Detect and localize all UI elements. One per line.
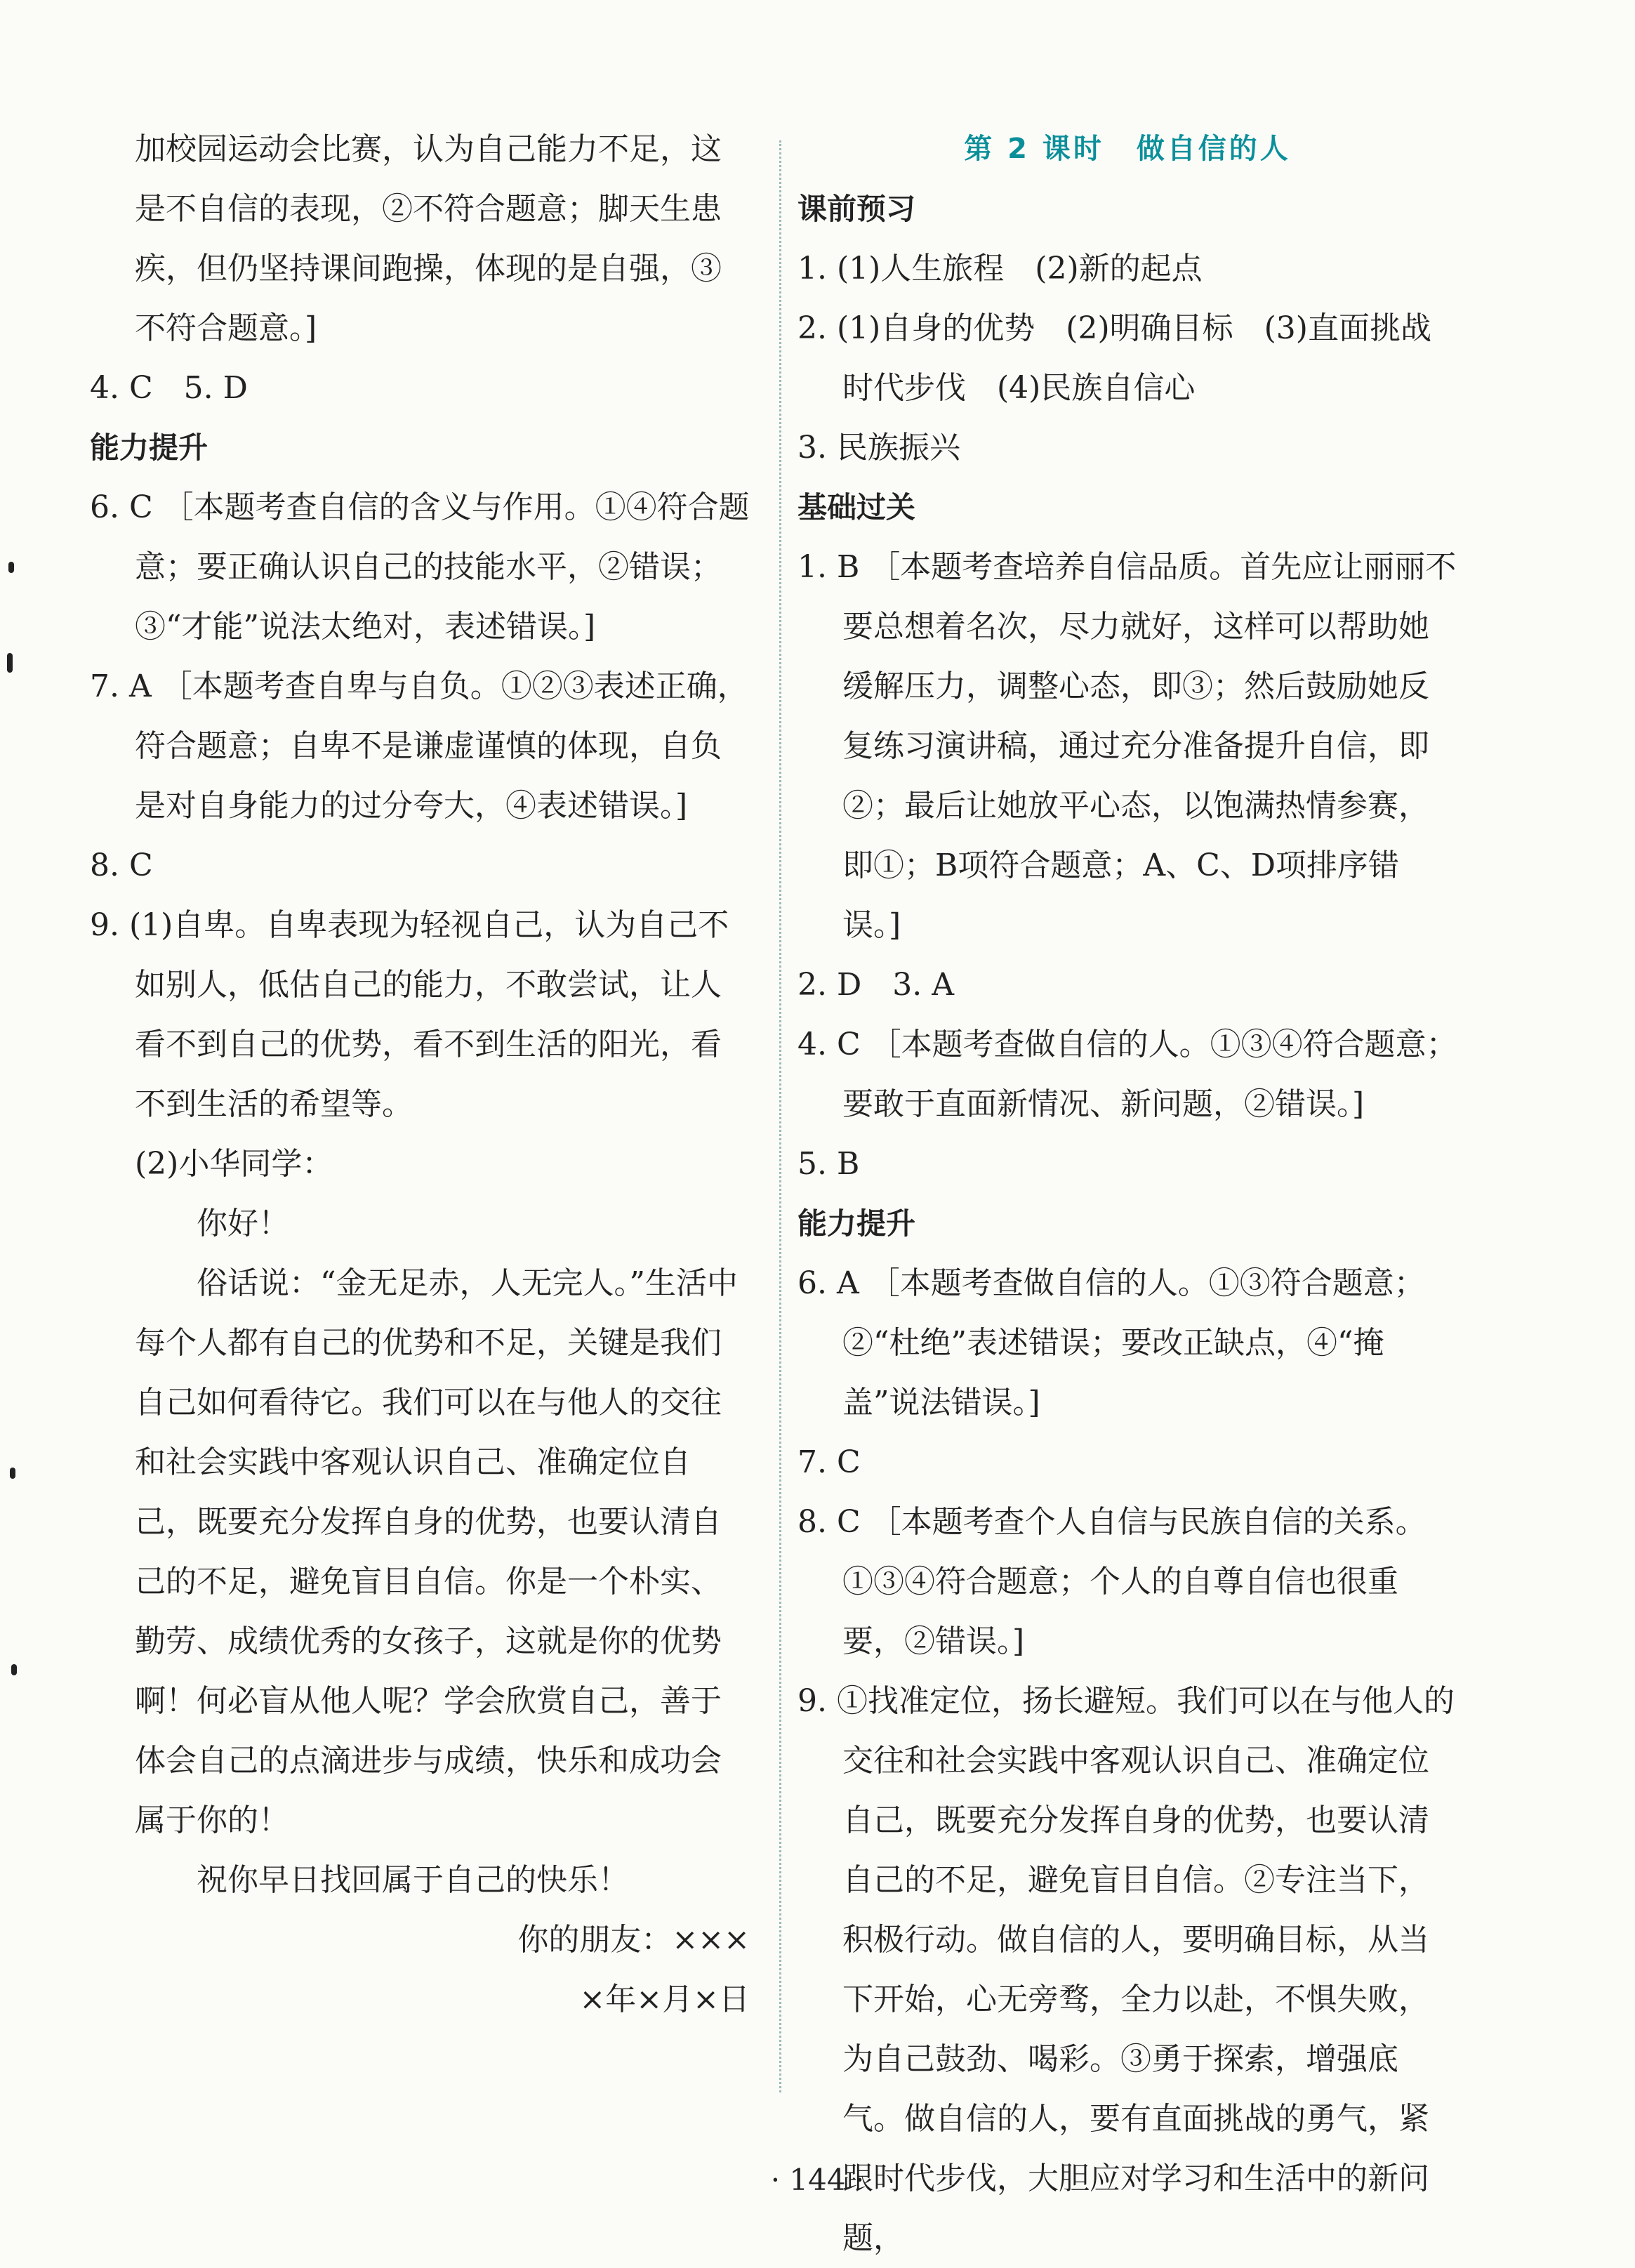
- page-number: · 144 ·: [770, 2163, 865, 2197]
- ability-9: 9. ①找准定位，扬长避短。我们可以在与他人的交往和社会实践中客观认识自己、准确定位自己，既要充分发挥自身的优势，也要认清自己的不足，避免盲目自信。②专注当下，积极行动。做自信的人，要明确目标，从当下开始，心无旁骛，全力以赴，不惧失败，为自己鼓劲、喝彩。③勇于探索，增强底气。做自信的人，要有直面挑战的勇气，紧跟时代步伐，大胆应对学习和生活中的新问题，: [797, 1683, 1455, 2256]
- right-column: [797, 119, 1462, 2268]
- letter-wish: 祝你早日找回属于自己的快乐！: [197, 1862, 629, 1898]
- scan-speck: [7, 653, 13, 673]
- basic-1: 1. B ［本题考查培养自信品质。首先应让丽丽不要总想着名次，尽力就好，这样可以帮助她缓解压力，调整心态，即③；然后鼓励她反复练习演讲稿，通过充分准备提升自信，即②；最后让她放平心态，以饱满热情参赛，即①；B项符合题意；A、C、D项排序错误。]: [797, 549, 1457, 943]
- left-column: [90, 119, 750, 2029]
- answer-4-5: 4. C 5. D: [90, 370, 248, 406]
- basic-4: 4. C ［本题考查做自信的人。①③④符合题意；要敢于直面新情况、新问题，②错误。]: [797, 1027, 1457, 1122]
- answer-7: 7. A ［本题考查自卑与自负。①②③表述正确，符合题意；自卑不是谦虚谨慎的体现，自负是对自身能力的过分夸大，④表述错误。]: [90, 668, 748, 824]
- continuation-text: 加校园运动会比赛，认为自己能力不足，这是不自信的表现，②不符合题意；脚天生患疾，但仍坚持课间跑操，体现的是自强，③不符合题意。]: [135, 131, 722, 346]
- column-divider: [779, 140, 781, 2092]
- letter-body: 俗话说：“金无足赤，人无完人。”生活中每个人都有自己的优势和不足，关键是我们自己如何看待它。我们可以在与他人的交往和社会实践中客观认识自己、准确定位自己，既要充分发挥自身的优势，也要认清自己的不足，避免盲目自信。你是一个朴实、勤劳、成绩优秀的女孩子，这就是你的优势啊！何必盲从他人呢？学会欣赏自己，善于体会自己的点滴进步与成绩，快乐和成功会属于你的！: [135, 1265, 738, 1838]
- preview-3: 3. 民族振兴: [797, 430, 960, 466]
- section-heading-basic: 基础过关: [797, 490, 916, 525]
- section-heading-ability: 能力提升: [90, 430, 208, 465]
- preview-2: 2. (1)自身的优势 (2)明确目标 (3)直面挑战 时代步伐 (4)民族自信心: [797, 310, 1462, 406]
- letter-date: ×年×月×日: [579, 1982, 750, 2017]
- lesson-name: 做自信的人: [1136, 133, 1291, 165]
- scan-speck: [10, 1468, 15, 1479]
- answer-8: 8. C: [90, 848, 153, 883]
- preview-1: 1. (1)人生旅程 (2)新的起点: [797, 251, 1203, 286]
- ability-8: 8. C ［本题考查个人自信与民族自信的关系。①③④符合题意；个人的自尊自信也很重要，②错误。]: [797, 1504, 1427, 1659]
- lesson-number: 第 2 课时: [964, 133, 1104, 165]
- answer-6: 6. C ［本题考查自信的含义与作用。①④符合题意；要正确认识自己的技能水平，②错误；③“才能”说法太绝对，表述错误。]: [90, 489, 750, 645]
- letter-signature: 你的朋友：×××: [517, 1922, 750, 1958]
- section-heading-preview: 课前预习: [797, 192, 916, 226]
- section-heading-ability-right: 能力提升: [797, 1206, 916, 1241]
- basic-2-3: 2. D 3. A: [797, 967, 954, 1003]
- ability-6: 6. A ［本题考查做自信的人。①③符合题意；②“杜绝”表述错误；要改正缺点，④“掩盖”说法错误。]: [797, 1265, 1425, 1420]
- ability-7: 7. C: [797, 1444, 861, 1480]
- scan-speck: [8, 562, 14, 573]
- scan-speck: [11, 1664, 17, 1675]
- lesson-title: [797, 119, 1457, 179]
- answer-9-part1: 9. (1)自卑。自卑表现为轻视自己，认为自己不如别人，低估自己的能力，不敢尝试，让人看不到自己的优势，看不到生活的阳光，看不到生活的希望等。: [90, 907, 729, 1122]
- answer-9-part2: (2)小华同学：: [135, 1146, 333, 1182]
- basic-5: 5. B: [797, 1146, 860, 1182]
- letter-greeting: 你好！: [197, 1206, 289, 1241]
